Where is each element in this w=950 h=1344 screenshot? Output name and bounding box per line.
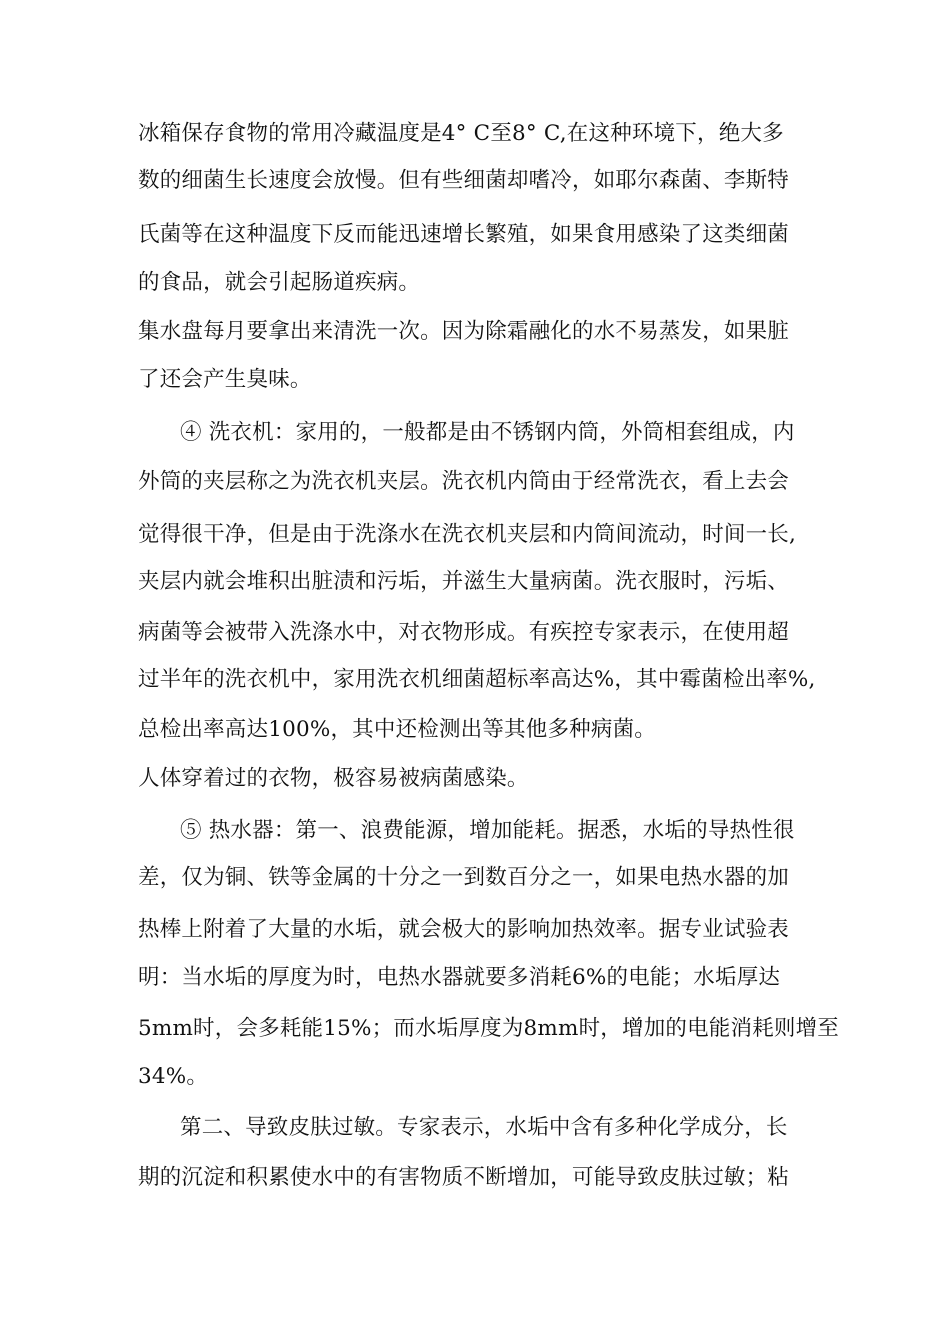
- text-line: 外筒的夹层称之为洗衣机夹层。洗衣机内筒由于经常洗衣，看上去会: [138, 469, 790, 494]
- text-line: 总检出率高达100%，其中还检测出等其他多种病菌。: [138, 717, 656, 742]
- text-line: 过半年的洗衣机中，家用洗衣机细菌超标率高达%，其中霉菌检出率%,: [138, 667, 816, 692]
- text-line: 数的细菌生长速度会放慢。但有些细菌却嗜冷，如耶尔森菌、李斯特: [138, 168, 790, 193]
- text-line: 热棒上附着了大量的水垢，就会极大的影响加热效率。据专业试验表: [138, 917, 790, 942]
- text-line: 明：当水垢的厚度为时，电热水器就要多消耗6%的电能；水垢厚达: [138, 965, 781, 990]
- text-line: 人体穿着过的衣物，极容易被病菌感染。: [138, 766, 529, 791]
- text-line: 第二、导致皮肤过敏。专家表示，水垢中含有多种化学成分，长: [180, 1115, 788, 1140]
- text-line: 34%。: [138, 1064, 209, 1089]
- text-line: 期的沉淀和积累使水中的有害物质不断增加，可能导致皮肤过敏；粘: [138, 1165, 790, 1190]
- text-line: 集水盘每月要拿出来清洗一次。因为除霜融化的水不易蒸发，如果脏: [138, 319, 790, 344]
- text-line: 氏菌等在这种温度下反而能迅速增长繁殖，如果食用感染了这类细菌: [138, 222, 790, 247]
- text-line: 夹层内就会堆积出脏渍和污垢，并滋生大量病菌。洗衣服时，污垢、: [138, 569, 790, 594]
- text-line: 的食品，就会引起肠道疾病。: [138, 270, 421, 295]
- text-line: 5mm时，会多耗能15%；而水垢厚度为8mm时，增加的电能消耗则增至: [138, 1016, 839, 1041]
- text-line: ⑤ 热水器：第一、浪费能源，增加能耗。据悉，水垢的导热性很: [180, 818, 795, 843]
- text-line: 了还会产生臭味。: [138, 367, 312, 392]
- text-line: ④ 洗衣机：家用的，一般都是由不锈钢内筒，外筒相套组成，内: [180, 420, 795, 445]
- text-line: 冰箱保存食物的常用冷藏温度是4° C至8° C,在这种环境下，绝大多: [138, 121, 784, 146]
- text-line: 病菌等会被带入洗涤水中，对衣物形成。有疾控专家表示，在使用超: [138, 620, 790, 645]
- text-line: 觉得很干净，但是由于洗涤水在洗衣机夹层和内筒间流动，时间一长,: [138, 522, 797, 547]
- text-line: 差，仅为铜、铁等金属的十分之一到数百分之一，如果电热水器的加: [138, 865, 790, 890]
